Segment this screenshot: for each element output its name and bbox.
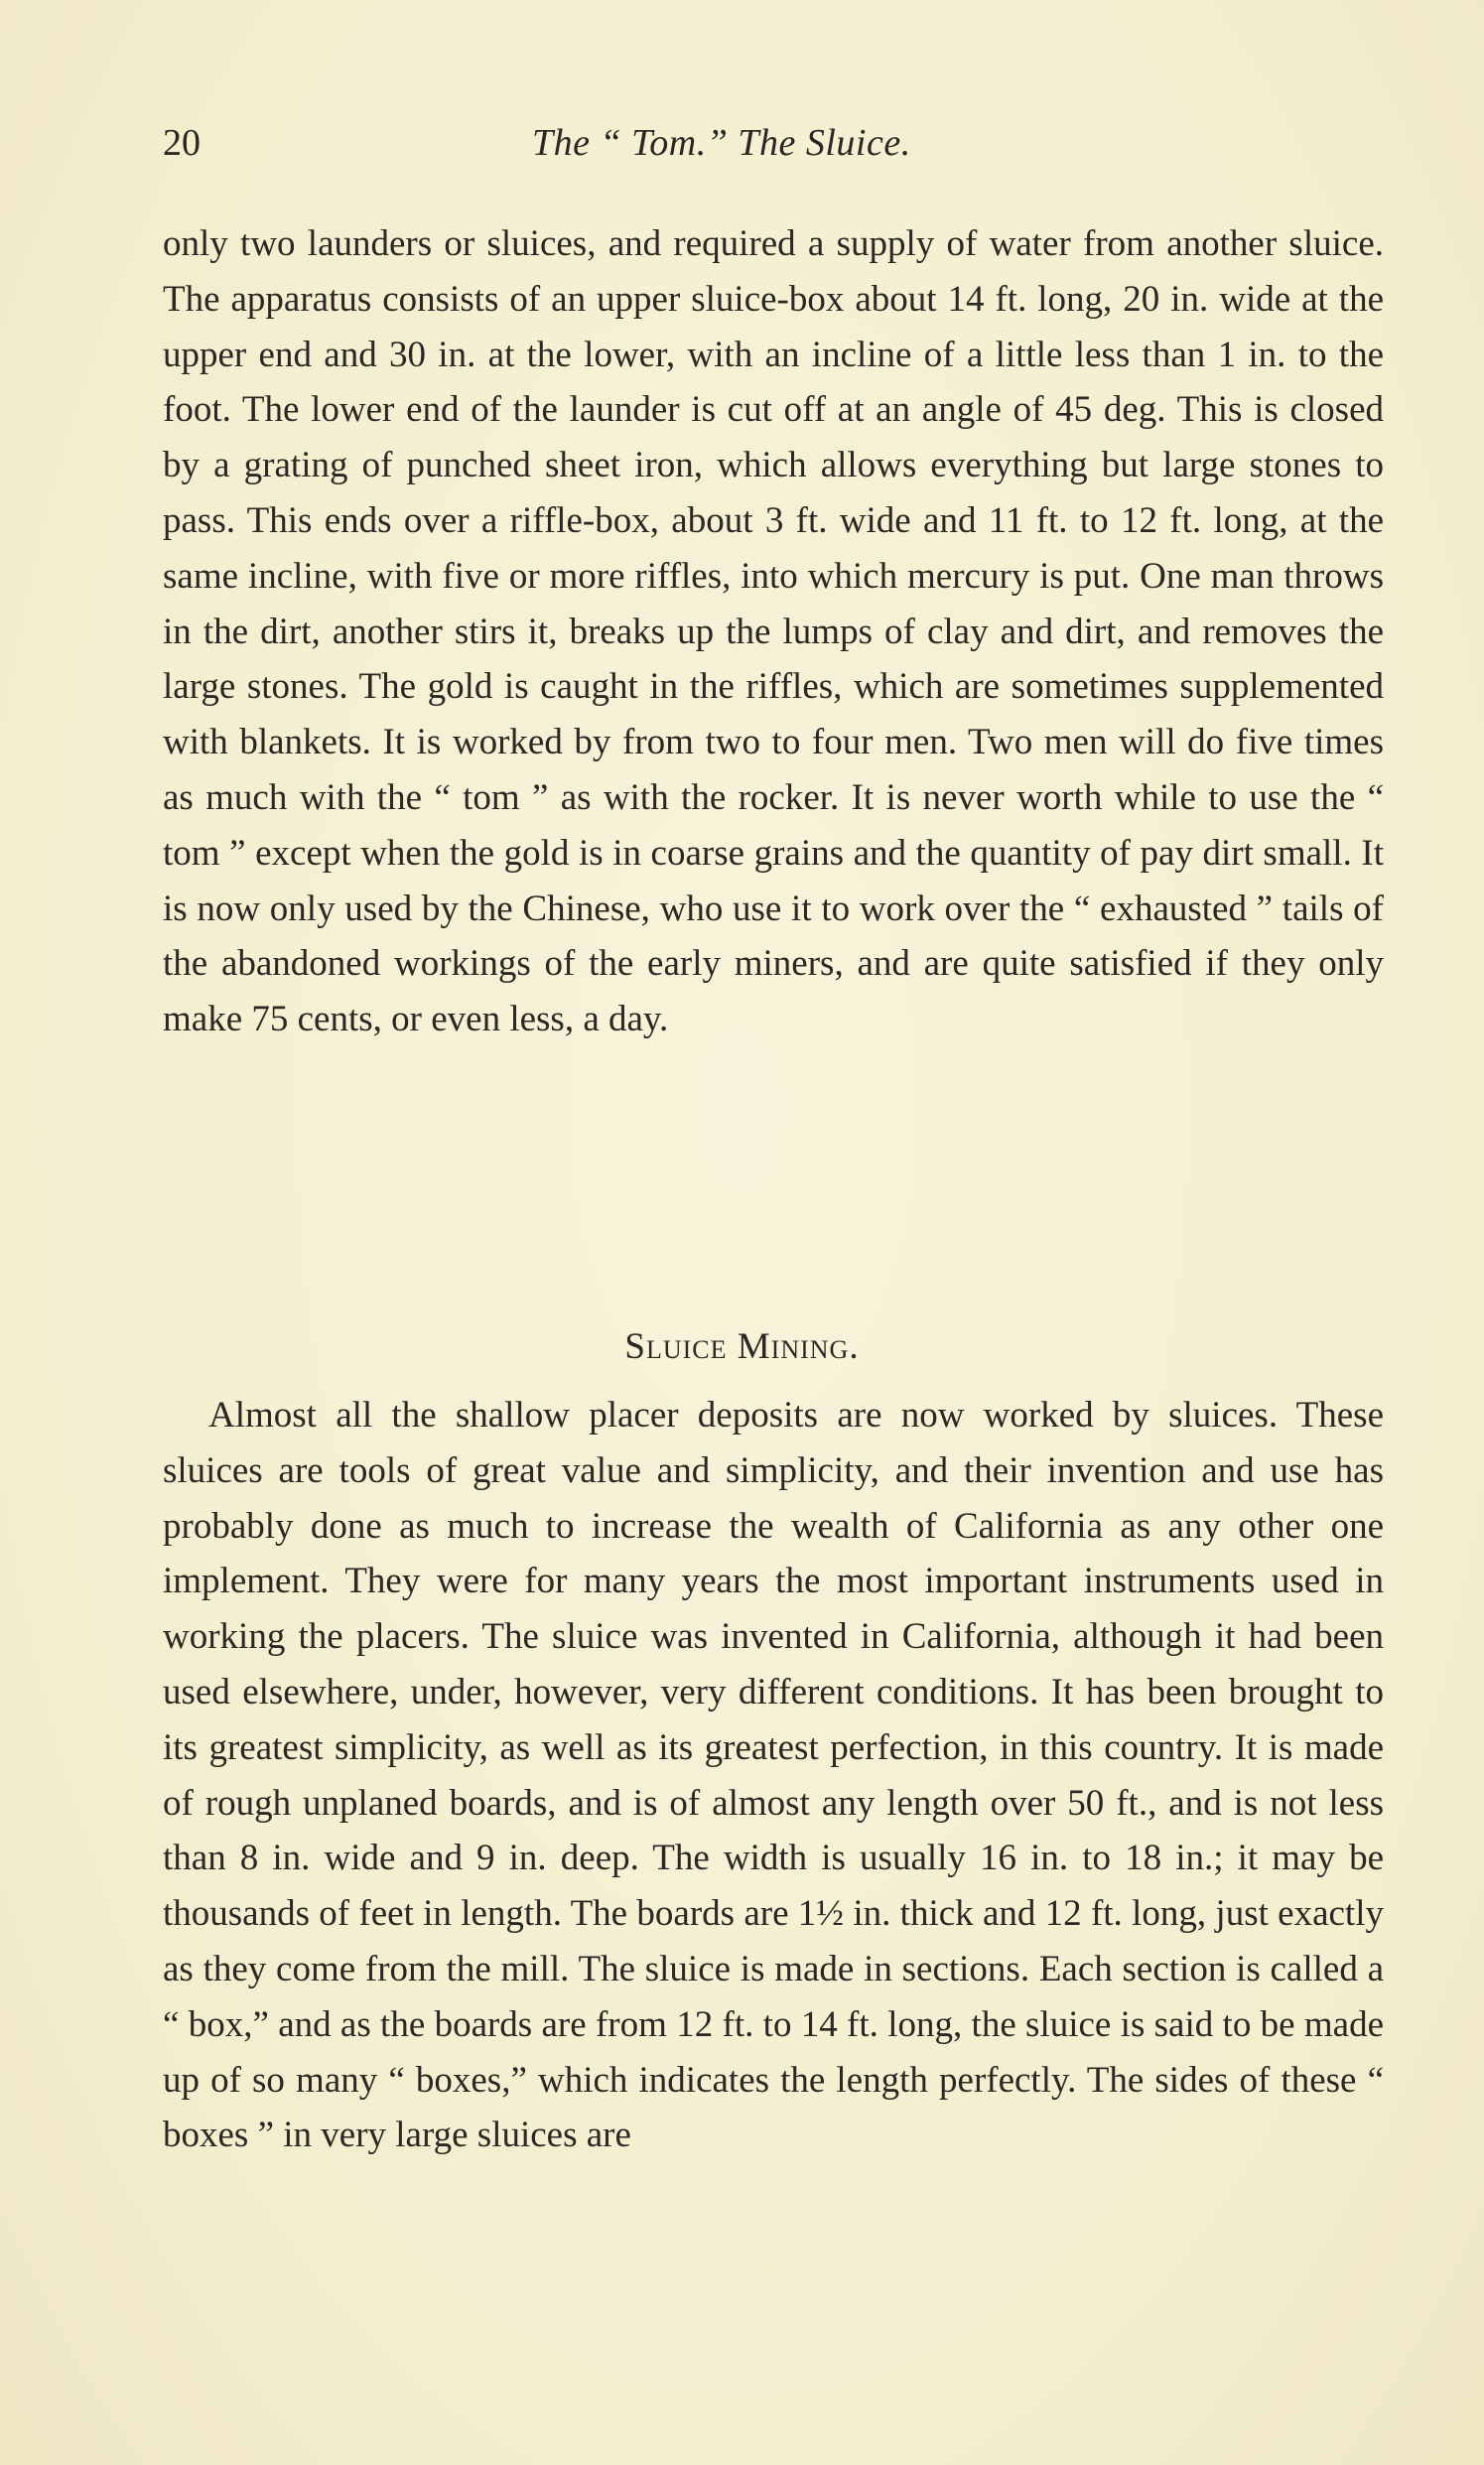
body-paragraph-2: Almost all the shallow placer deposits are now worked by sluices. These sluices are tools of great value and simplicity, and their invention and use has probably done as much to increase the wealth of California as any other one implement. They were for many years the most important instruments used in working the placers. The sluice was invented in California, although it had been used elsewhere, under, however, very different conditions. It has been brought to its greatest simplicity, as well as its greatest perfection, in this country. It is made of rough unplaned boards, and is of almost any length over 50 ft., and is not less than 8 in. wide and 9 in. deep. The width is usually 16 in. to 18 in.; it may be thousands of feet in length. The boards are 1½ in. thick and 12 ft. long, just exactly as they come from the mill. The sluice is made in sections. Each section is called a “ box,” and as the boards are from 12 ft. to 14 ft. long, the sluice is said to be made up of so many “ boxes,” which indicates the length perfectly. The sides of these “ boxes ” in very large sluices are <box>163 1395 1384 2156</box>
body-paragraph-1: only two launders or sluices, and required a supply of water from another sluice. The apparatus consists of an upper sluice-box about 14 ft. long, 20 in. wide at the upper end and 30 in. at the lower, with an incline of a little less than 1 in. to the foot. The lower end of the launder is cut off at an angle of 45 deg. This is closed by a grating of punched sheet iron, which allows everything but large stones to pass. This ends over a riffle-box, about 3 ft. wide and 11 ft. to 12 ft. long, at the same incline, with five or more riffles, into which mercury is put. One man throws in the dirt, another stirs it, breaks up the lumps of clay and dirt, and removes the large stones. The gold is caught in the riffles, which are sometimes supplemented with blankets. It is worked by from two to four men. Two men will do five times as much with the “ tom ” as with the rocker. It is never worth while to use the “ tom ” except when the gold is in coarse grains and the quantity of pay dirt small. It is now only used by the Chinese, who use it to work over the “ exhausted ” tails of the abandoned workings of the early miners, and are quite satisfied if they only make 75 cents, or even less, a day. <box>163 223 1384 1040</box>
running-title: The “ Tom.” The Sluice. <box>532 122 911 164</box>
page-number: 20 <box>163 122 201 164</box>
page-header <box>163 121 1384 181</box>
section-heading: Sluice Mining. <box>624 1326 860 1367</box>
